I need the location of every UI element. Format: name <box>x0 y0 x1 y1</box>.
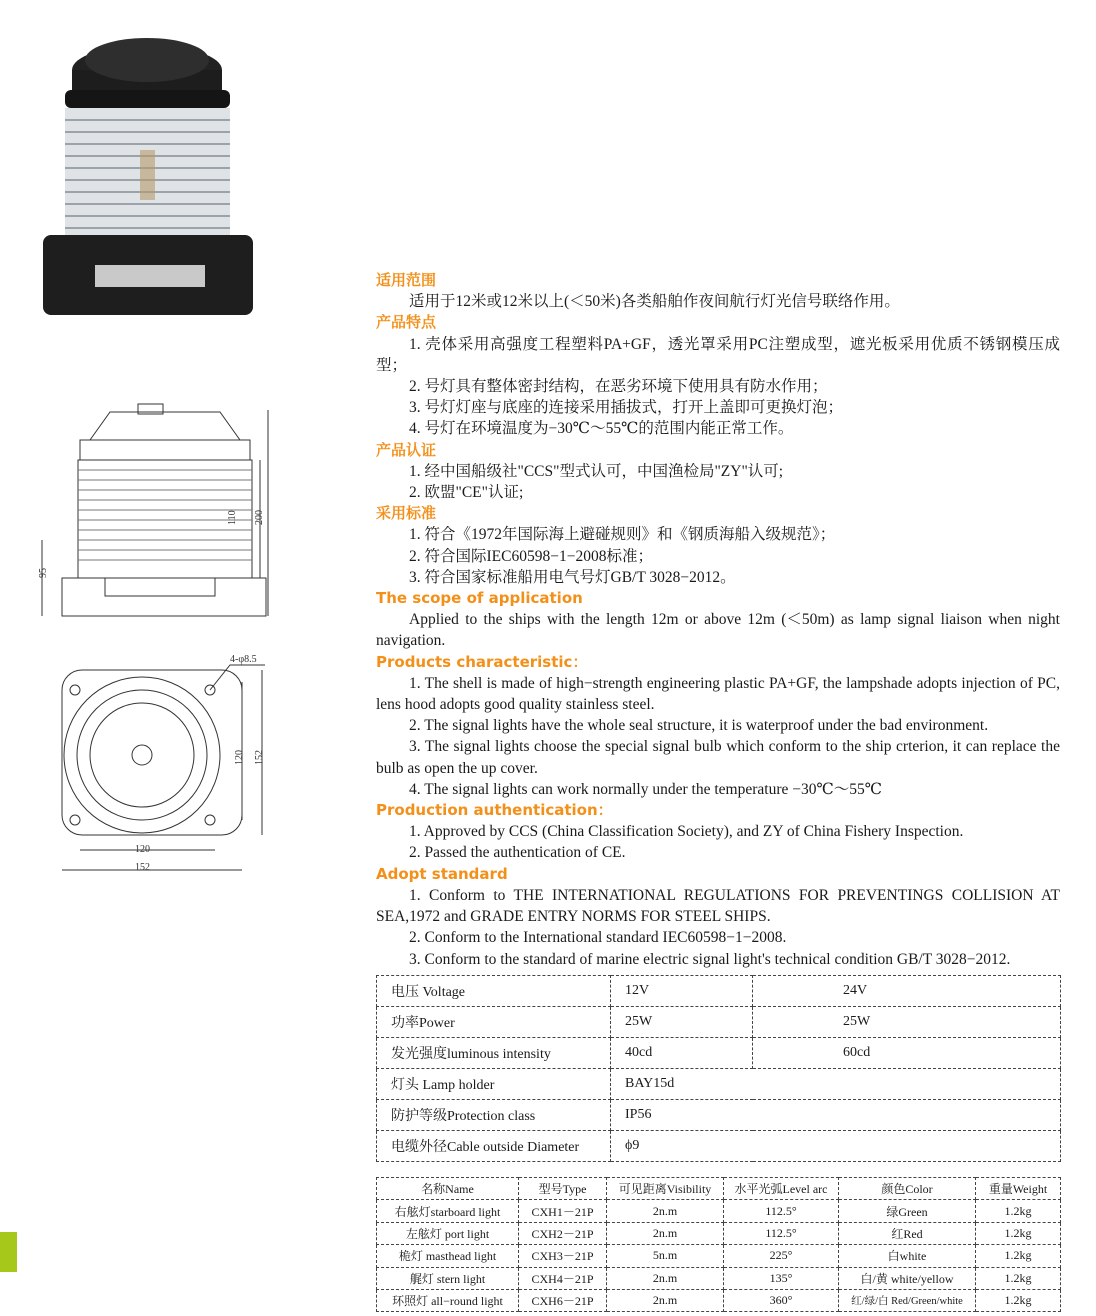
dim-95: 95 <box>38 568 49 578</box>
section-paragraph: 1. Conform to THE INTERNATIONAL REGULATIONS FOR PREVENTINGS COLLISION AT SEA,1972 and GRADE ENTRY NORMS FOR STEEL SHIPS. <box>376 886 1060 926</box>
model-cell: 右舷灯starboard light <box>377 1200 519 1222</box>
spec-cell: IP56 <box>611 1100 1061 1131</box>
section-heading: Adopt standard <box>376 864 508 883</box>
model-cell: 2n.m <box>607 1289 724 1311</box>
model-cell: 2n.m <box>607 1222 724 1244</box>
model-cell: 2n.m <box>607 1267 724 1289</box>
technical-drawing <box>30 400 280 880</box>
dim-120-h: 120 <box>135 844 150 855</box>
section-paragraph: 3. Conform to the standard of marine electric signal light's technical condition GB/T 3028−2012. <box>409 950 1011 968</box>
section-paragraph: 2. 欧盟"CE"认证; <box>409 484 524 502</box>
model-cell: CXH6－21P <box>519 1289 607 1311</box>
section-heading: 采用标准 <box>376 504 437 523</box>
spec-cell: BAY15d <box>611 1069 1061 1100</box>
model-cell: CXH2－21P <box>519 1222 607 1244</box>
section-heading: The scope of application <box>376 589 583 608</box>
model-row <box>377 1222 1061 1244</box>
dim-120-v: 120 <box>234 750 245 765</box>
dim-152-h: 152 <box>135 862 150 873</box>
spec-cell: 发光强度luminous intensity <box>377 1038 611 1069</box>
section-paragraph: Applied to the ships with the length 12m or above 12m (＜50m) as lamp signal liaison when night navigation. <box>376 611 1060 650</box>
dim-200: 200 <box>254 510 265 525</box>
column-header: 名称Name <box>377 1178 519 1200</box>
description <box>376 270 1060 970</box>
model-cell: 左舷灯 port light <box>377 1222 519 1244</box>
spec-cell: 电压 Voltage <box>377 976 611 1007</box>
spec-cell: 25W <box>753 1007 1061 1038</box>
model-row <box>377 1267 1061 1289</box>
model-cell: 360° <box>724 1289 839 1311</box>
section-paragraph: 1. Approved by CCS (China Classification Society), and ZY of China Fishery Inspection. <box>409 823 964 841</box>
model-cell: 135° <box>724 1267 839 1289</box>
section-paragraph: 1. 经中国船级社"CCS"型式认可，中国渔检局"ZY"认可; <box>409 462 784 480</box>
section-paragraph: 2. Conform to the International standard IEC60598−1−2008. <box>409 929 787 947</box>
column-header: 重量Weight <box>976 1178 1061 1200</box>
spec-row <box>377 1038 1061 1069</box>
model-cell: 1.2kg <box>976 1200 1061 1222</box>
section-paragraph: 2. Passed the authentication of CE. <box>409 844 626 862</box>
model-cell: 112.5° <box>724 1222 839 1244</box>
model-cell: 红Red <box>839 1222 976 1244</box>
model-cell: 1.2kg <box>976 1289 1061 1311</box>
model-row <box>377 1289 1061 1311</box>
column-header: 水平光弧Level arc <box>724 1178 839 1200</box>
model-cell: CXH3－21P <box>519 1245 607 1267</box>
spec-cell: 60cd <box>753 1038 1061 1069</box>
spec-cell: 灯头 Lamp holder <box>377 1069 611 1100</box>
section-paragraph: 适用于12米或12米以上(＜50米)各类船舶作夜间航行灯光信号联络作用。 <box>409 293 900 311</box>
column-header: 颜色Color <box>839 1178 976 1200</box>
model-cell: 白/黄 white/yellow <box>839 1267 976 1289</box>
spec-row <box>377 1007 1061 1038</box>
section-paragraph: 1. 壳体采用高强度工程塑料PA+GF，透光罩采用PC注塑成型，遮光板采用优质不锈钢模压成型； <box>376 335 1060 374</box>
section-paragraph: 3. The signal lights choose the special signal bulb which conform to the ship crterion, it can replace the bulb as open the up cover. <box>376 738 1060 777</box>
spec-cell: 24V <box>753 976 1061 1007</box>
model-cell: 2n.m <box>607 1200 724 1222</box>
spec-cell: 40cd <box>611 1038 753 1069</box>
section-paragraph: 2. 符合国际IEC60598−1−2008标准； <box>409 547 653 565</box>
dim-hole: 4-φ8.5 <box>230 654 257 665</box>
spec-row <box>377 1069 1061 1100</box>
spec-cell: 25W <box>611 1007 753 1038</box>
model-cell: CXH1－21P <box>519 1200 607 1222</box>
model-cell: 1.2kg <box>976 1245 1061 1267</box>
section-paragraph: 1. 符合《1972年国际海上避碰规则》和《钢质海船入级规范》； <box>409 526 836 544</box>
model-row <box>377 1245 1061 1267</box>
model-cell: 绿Green <box>839 1200 976 1222</box>
spec-cell: 12V <box>611 976 753 1007</box>
section-heading: 产品认证 <box>376 440 437 459</box>
model-cell: 225° <box>724 1245 839 1267</box>
section-heading: Products characteristic： <box>376 652 588 671</box>
section-paragraph: 1. The shell is made of high−strength engineering plastic PA+GF, the lampshade adopts injection of PC, lens hood adopts good quality stainless steel. <box>376 674 1060 714</box>
spec-row <box>377 1100 1061 1131</box>
model-cell: 桅灯 masthead light <box>377 1245 519 1267</box>
section-paragraph: 4. 号灯在环境温度为−30℃～55℃的范围内能正常工作。 <box>409 420 794 438</box>
product-photo <box>35 20 265 320</box>
model-cell: 112.5° <box>724 1200 839 1222</box>
model-cell: 艉灯 stern light <box>377 1267 519 1289</box>
model-row <box>377 1200 1061 1222</box>
model-cell: 红/绿/白 Red/Green/white <box>839 1289 976 1311</box>
section-paragraph: 3. 符合国家标准船用电气号灯GB/T 3028−2012。 <box>409 568 736 586</box>
model-cell: 5n.m <box>607 1245 724 1267</box>
spec-cell: 电缆外径Cable outside Diameter <box>377 1131 611 1162</box>
spec-row <box>377 1131 1061 1162</box>
section-paragraph: 4. The signal lights can work normally under the temperature −30℃～55℃ <box>409 780 883 798</box>
dim-152-v: 152 <box>254 750 265 765</box>
column-header: 可见距离Visibility <box>607 1178 724 1200</box>
model-cell: 1.2kg <box>976 1267 1061 1289</box>
model-cell: 1.2kg <box>976 1222 1061 1244</box>
model-cell: CXH4－21P <box>519 1267 607 1289</box>
column-header: 型号Type <box>519 1178 607 1200</box>
section-heading: Production authentication： <box>376 801 613 820</box>
section-paragraph: 2. The signal lights have the whole seal structure, it is waterproof under the bad environment. <box>409 717 989 735</box>
model-header-row <box>377 1178 1061 1200</box>
spec-cell: 防护等级Protection class <box>377 1100 611 1131</box>
section-heading: 产品特点 <box>376 313 437 332</box>
accent-bar <box>0 1232 17 1272</box>
spec-table <box>376 975 1061 1162</box>
spec-cell: 功率Power <box>377 1007 611 1038</box>
model-table <box>376 1177 1061 1312</box>
section-paragraph: 2. 号灯具有整体密封结构，在恶劣环境下使用具有防水作用； <box>409 378 828 396</box>
spec-cell: ϕ9 <box>611 1131 1061 1162</box>
section-heading: 适用范围 <box>376 271 437 289</box>
dim-110: 110 <box>227 510 238 525</box>
model-cell: 环照灯 all−round light <box>377 1289 519 1311</box>
section-paragraph: 3. 号灯灯座与底座的连接采用插拔式，打开上盖即可更换灯泡； <box>409 399 844 417</box>
model-cell: 白white <box>839 1245 976 1267</box>
spec-row <box>377 976 1061 1007</box>
